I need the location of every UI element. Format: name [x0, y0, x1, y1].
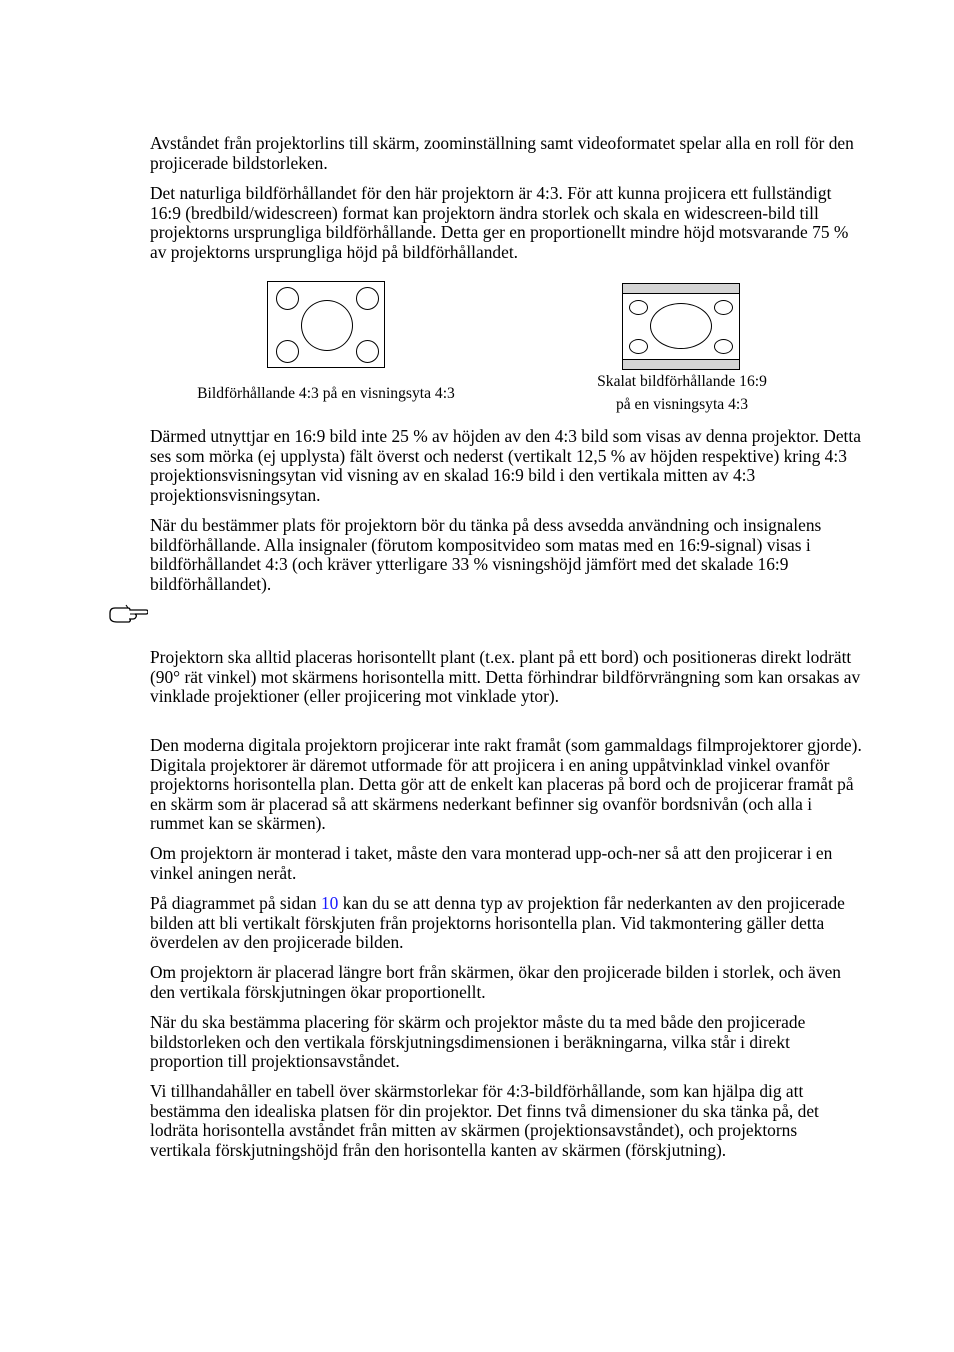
corner-circle-bottom-left: [276, 340, 299, 363]
center-circle: [301, 300, 353, 351]
paragraph-placement-calculation: När du ska bestämma placering för skärm och projektor måste du ta med både den projicerade bildstorleken och den vertikala förskjutningsdimensionen i beräkningarna, vilka står i direkt proportion till projektionsavståndet.: [150, 1012, 806, 1071]
right-figure-caption: [552, 370, 812, 416]
aspect-4-3-figure: [267, 281, 385, 368]
diagram-text-after: kan du se att denna typ av projektion får nederkanten av den projicerade bilden att bli vertikalt förskjuten från projektorns horisontella plan. Vid takmontering gäller detta överdelen av den projicerade bilden.: [150, 893, 845, 952]
diagram-text-before: På diagrammet på sidan: [150, 893, 321, 913]
corner-circle-top-right: [356, 287, 379, 310]
paragraph-native-aspect-ratio: Det naturliga bildförhållandet för den här projektorn är 4:3. För att kunna projicera ett fullständigt 16:9 (bredbild/widescreen) format kan projektorn ändra storlek och skala en widescreen-bild till projektorns ursprungliga bildförhållande. Detta ger en proportionellt mindre höjd motsvarande 75 % av projektorns ursprungliga höjd på bildförhållandet.: [150, 183, 849, 262]
paragraph-screen-size-table: Vi tillhandahåller en tabell över skärmstorlekar för 4:3-bildförhållande, som kan hjälpa dig att bestämma den idealiska platsen för din projektor. Det finns två dimensioner du ska tänka på, det lodräta horisontella avståndet från mitten av skärmen (projektionsavståndet), och projektorns vertikala förskjutningshöjd från den horisontella kanten av skärmen (förskjutning).: [150, 1081, 819, 1160]
corner-ellipse-bottom-right: [714, 339, 733, 354]
right-caption-line-1: Skalat bildförhållande 16:9: [597, 373, 767, 390]
paragraph-horizontal-placement: Projektorn ska alltid placeras horisontellt plant (t.ex. plant på ett bord) och positioneras direkt lodrätt (90° rät vinkel) mot skärmens horisontella mitt. Detta förhindrar bildförvrängning som kan orsakas av vinklade projektioner (eller projicering mot vinklade ytor).: [150, 647, 861, 706]
aspect-16-9-scaled-figure: [622, 283, 740, 370]
paragraph-ceiling-mount: Om projektorn är monterad i taket, måste den vara monterad upp-och-ner så att den projicerar i en vinkel aningen neråt.: [150, 843, 833, 883]
corner-circle-bottom-right: [356, 340, 379, 363]
paragraph-image-size-factors: Avståndet från projektorlins till skärm, zoominställning samt videoformatet spelar alla en roll för den projicerade bildstorleken.: [150, 133, 854, 173]
pointing-hand-icon: [108, 602, 148, 624]
right-caption-line-2: på en visningsyta 4:3: [615, 396, 749, 413]
paragraph-unused-height: Därmed utnyttjar en 16:9 bild inte 25 % av höjden av den 4:3 bild som visas av denna projektor. Detta ses som mörka (ej upplysta) fält överst och nederst (vertikalt 12,5 % av höjden respektive) kring 4:3 projektionsvisningsytan vid visning av en skalad 16:9 bild i den vertikala mitten av 4:3 projektionsvisningsytan.: [150, 426, 861, 505]
top-letterbox-bar: [623, 284, 739, 294]
corner-circle-top-left: [276, 287, 299, 310]
center-ellipse: [650, 303, 712, 349]
page-10-link[interactable]: 10: [320, 893, 339, 913]
paragraph-diagram-reference: [150, 894, 862, 953]
paragraph-distance-effect: Om projektorn är placerad längre bort från skärmen, ökar den projicerade bilden i storlek, och även den vertikala förskjutningen ökar proportionellt.: [150, 962, 841, 1002]
paragraph-placement-considerations: När du bestämmer plats för projektorn bör du tänka på dess avsedda användning och insignalens bildförhållande. Alla insignaler (förutom kompositvideo som matas med en 16:9-signal) visas i bildförhållandet 4:3 (och kräver ytterligare 33 % visningshöjd jämfört med det skalade 16:9 bildförhållandet).: [150, 515, 822, 594]
bottom-letterbox-bar: [623, 359, 739, 369]
corner-ellipse-top-left: [629, 300, 648, 315]
corner-ellipse-bottom-left: [629, 339, 648, 354]
corner-ellipse-top-right: [714, 300, 733, 315]
paragraph-digital-projector-angle: Den moderna digitala projektorn projicerar inte rakt framåt (som gammaldags filmprojektorer gjorde). Digitala projektorer är däremot utformade för att projicera i en aning uppåtvinklad vinkel ovanför projektorns horisontella plan. Detta gör att de enkelt kan placeras på bord och de projicerar framåt på en skärm som är placerad så att skärmens nederkant befinner sig ovanför bordsnivån (och alla i rummet kan se skärmen).: [150, 735, 862, 833]
left-figure-caption: Bildförhållande 4:3 på en visningsyta 4:3: [197, 385, 455, 402]
